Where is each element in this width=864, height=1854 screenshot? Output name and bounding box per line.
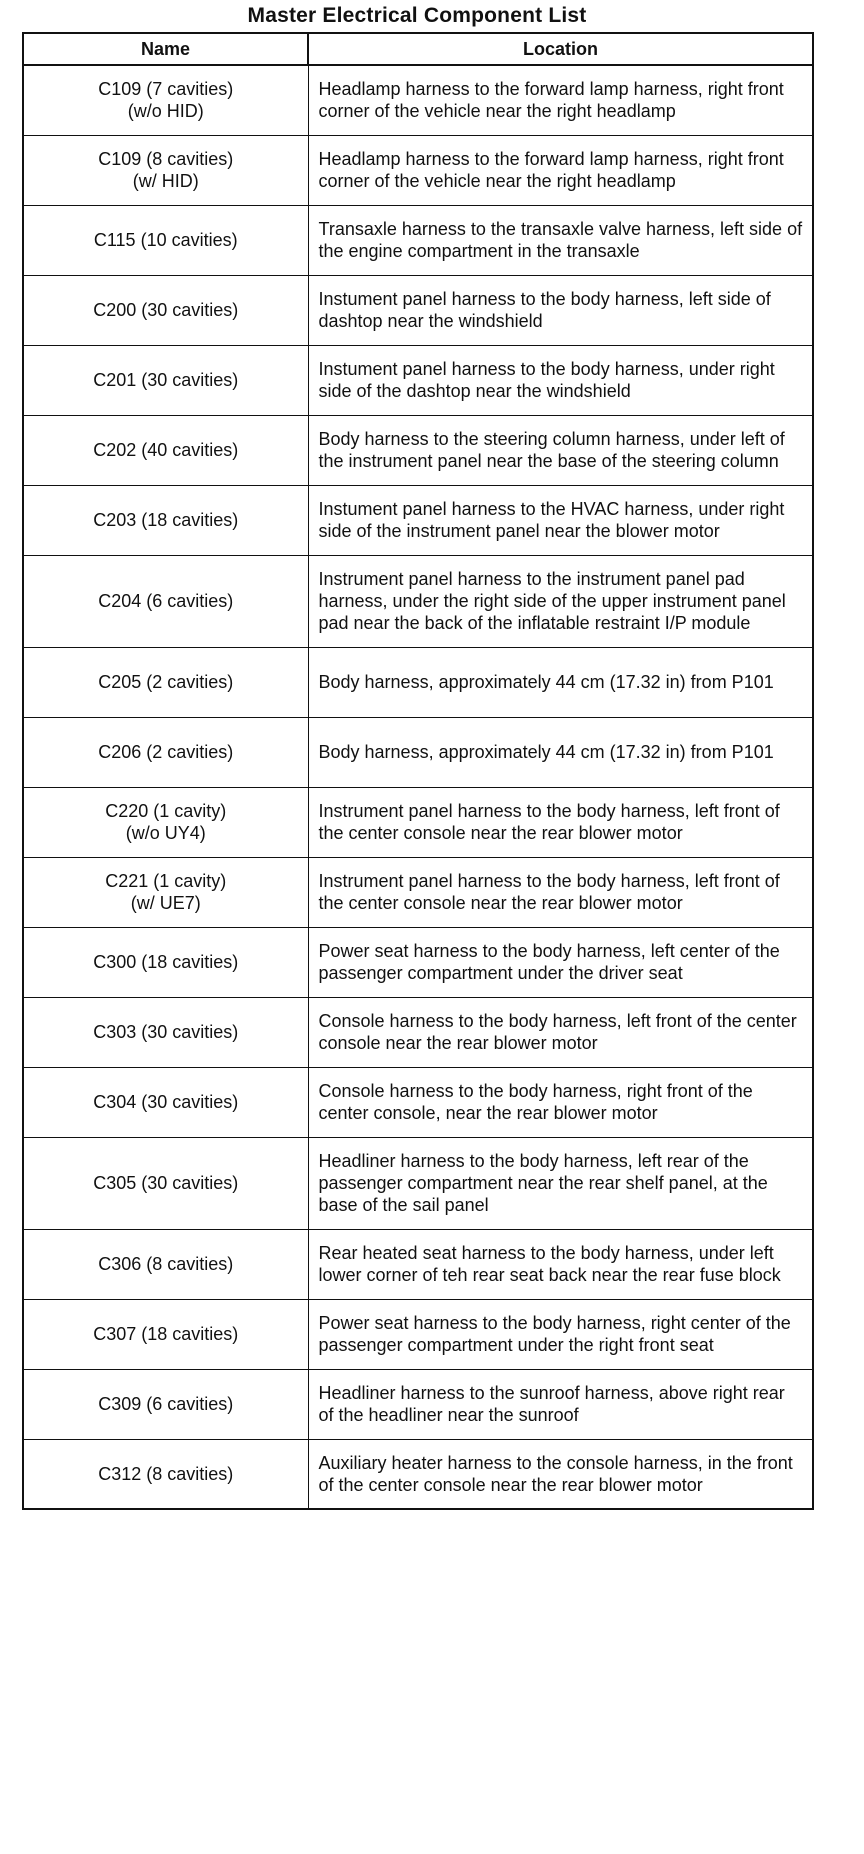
component-name-cell: [23, 1299, 308, 1369]
component-location-cell: Instrument panel harness to the instrument panel pad harness, under the right side of the upper instrument panel pad near the back of the inflatable restraint I/P module: [308, 555, 813, 647]
table-row: [23, 647, 813, 717]
component-name-line: C205 (2 cavities): [98, 672, 234, 692]
component-location-cell: Headliner harness to the body harness, left rear of the passenger compartment near the rear shelf panel, at the base of the sail panel: [308, 1137, 813, 1229]
component-name-cell: [23, 1067, 308, 1137]
component-name-line: C305 (30 cavities): [93, 1173, 239, 1193]
table-row: [23, 787, 813, 857]
table-row: [23, 1229, 813, 1299]
page-title: Master Electrical Component List: [247, 4, 587, 27]
table-row: [23, 415, 813, 485]
table-row: [23, 927, 813, 997]
component-name-cell: [23, 1369, 308, 1439]
component-name-line: C201 (30 cavities): [93, 370, 239, 390]
table-row: [23, 345, 813, 415]
table-row: [23, 135, 813, 205]
component-location-cell: Instument panel harness to the body harness, under right side of the dashtop near the windshield: [308, 345, 813, 415]
component-location-cell: Instrument panel harness to the body harness, left front of the center console near the rear blower motor: [308, 857, 813, 927]
component-name-cell: [23, 555, 308, 647]
component-name-cell: [23, 205, 308, 275]
component-name-cell: [23, 1229, 308, 1299]
component-location-cell: Instrument panel harness to the body harness, left front of the center console near the rear blower motor: [308, 787, 813, 857]
component-location-cell: Body harness, approximately 44 cm (17.32 in) from P101: [308, 647, 813, 717]
component-name-line: (w/o UY4): [125, 823, 206, 843]
component-location-cell: Instument panel harness to the HVAC harness, under right side of the instrument panel near the blower motor: [308, 485, 813, 555]
component-name-line: C206 (2 cavities): [98, 742, 234, 762]
table-row: [23, 205, 813, 275]
table-row: [23, 555, 813, 647]
component-name-line: C202 (40 cavities): [93, 440, 239, 460]
component-name-cell: [23, 275, 308, 345]
component-location-cell: Body harness to the steering column harness, under left of the instrument panel near the base of the steering column: [308, 415, 813, 485]
table-row: [23, 1439, 813, 1509]
component-location-cell: Auxiliary heater harness to the console harness, in the front of the center console near the rear blower motor: [308, 1439, 813, 1509]
component-name-line: C200 (30 cavities): [93, 300, 239, 320]
component-name-cell: [23, 647, 308, 717]
component-name-line: (w/o HID): [127, 101, 204, 122]
component-location-cell: Power seat harness to the body harness, left center of the passenger compartment under the driver seat: [308, 927, 813, 997]
component-name-line: (w/ HID): [132, 171, 199, 191]
component-location-cell: Rear heated seat harness to the body harness, under left lower corner of teh rear seat back near the rear fuse block: [308, 1229, 813, 1299]
component-name-line: C203 (18 cavities): [93, 510, 239, 530]
component-location-cell: Headlamp harness to the forward lamp harness, right front corner of the vehicle near the right headlamp: [308, 65, 813, 135]
component-location-cell: Headlamp harness to the forward lamp harness, right front corner of the vehicle near the right headlamp: [308, 135, 813, 205]
component-location-cell: Power seat harness to the body harness, right center of the passenger compartment under the right front seat: [308, 1299, 813, 1369]
component-name-line: C312 (8 cavities): [98, 1463, 234, 1484]
component-name-line: C300 (18 cavities): [93, 952, 239, 972]
table-row: [23, 485, 813, 555]
table-row: [23, 1299, 813, 1369]
component-table: [22, 32, 814, 1510]
component-name-cell: [23, 1137, 308, 1229]
table-row: [23, 857, 813, 927]
component-location-cell: Console harness to the body harness, right front of the center console, near the rear blower motor: [308, 1067, 813, 1137]
table-row: [23, 997, 813, 1067]
table-row: [23, 275, 813, 345]
component-name-line: C221 (1 cavity): [105, 871, 227, 891]
component-name-cell: [23, 65, 308, 135]
component-name-cell: [23, 927, 308, 997]
table-body: [23, 65, 813, 1509]
component-name-cell: [23, 787, 308, 857]
component-name-cell: [23, 135, 308, 205]
table-row: [23, 1137, 813, 1229]
component-name-cell: [23, 1439, 308, 1509]
name-column-header: Name: [23, 33, 308, 65]
component-name-line: C307 (18 cavities): [93, 1324, 239, 1344]
component-name-line: C204 (6 cavities): [98, 591, 234, 611]
component-name-line: C304 (30 cavities): [93, 1092, 239, 1112]
component-name-line: (w/ UE7): [130, 893, 201, 913]
component-name-cell: [23, 997, 308, 1067]
component-location-cell: Headliner harness to the sunroof harness, above right rear of the headliner near the sunroof: [308, 1369, 813, 1439]
component-location-cell: Transaxle harness to the transaxle valve harness, left side of the engine compartment in the transaxle: [308, 205, 813, 275]
component-location-cell: Instument panel harness to the body harness, left side of dashtop near the windshield: [308, 275, 813, 345]
table-header-row: [23, 33, 813, 65]
component-name-line: C306 (8 cavities): [98, 1254, 234, 1274]
component-name-cell: [23, 717, 308, 787]
component-name-cell: [23, 415, 308, 485]
component-name-line: C115 (10 cavities): [93, 230, 238, 250]
component-location-cell: Console harness to the body harness, left front of the center console near the rear blower motor: [308, 997, 813, 1067]
component-name-line: C109 (8 cavities): [98, 149, 234, 169]
table-row: [23, 1369, 813, 1439]
component-name-cell: [23, 857, 308, 927]
component-location-cell: Body harness, approximately 44 cm (17.32 in) from P101: [308, 717, 813, 787]
component-name-line: C303 (30 cavities): [93, 1022, 239, 1042]
component-name-line: C109 (7 cavities): [98, 79, 234, 100]
table-row: [23, 65, 813, 135]
table-row: [23, 1067, 813, 1137]
location-column-header: Location: [308, 33, 813, 65]
component-name-cell: [23, 345, 308, 415]
component-name-line: C220 (1 cavity): [105, 801, 227, 821]
component-name-cell: [23, 485, 308, 555]
table-row: [23, 717, 813, 787]
component-name-line: C309 (6 cavities): [98, 1394, 234, 1414]
